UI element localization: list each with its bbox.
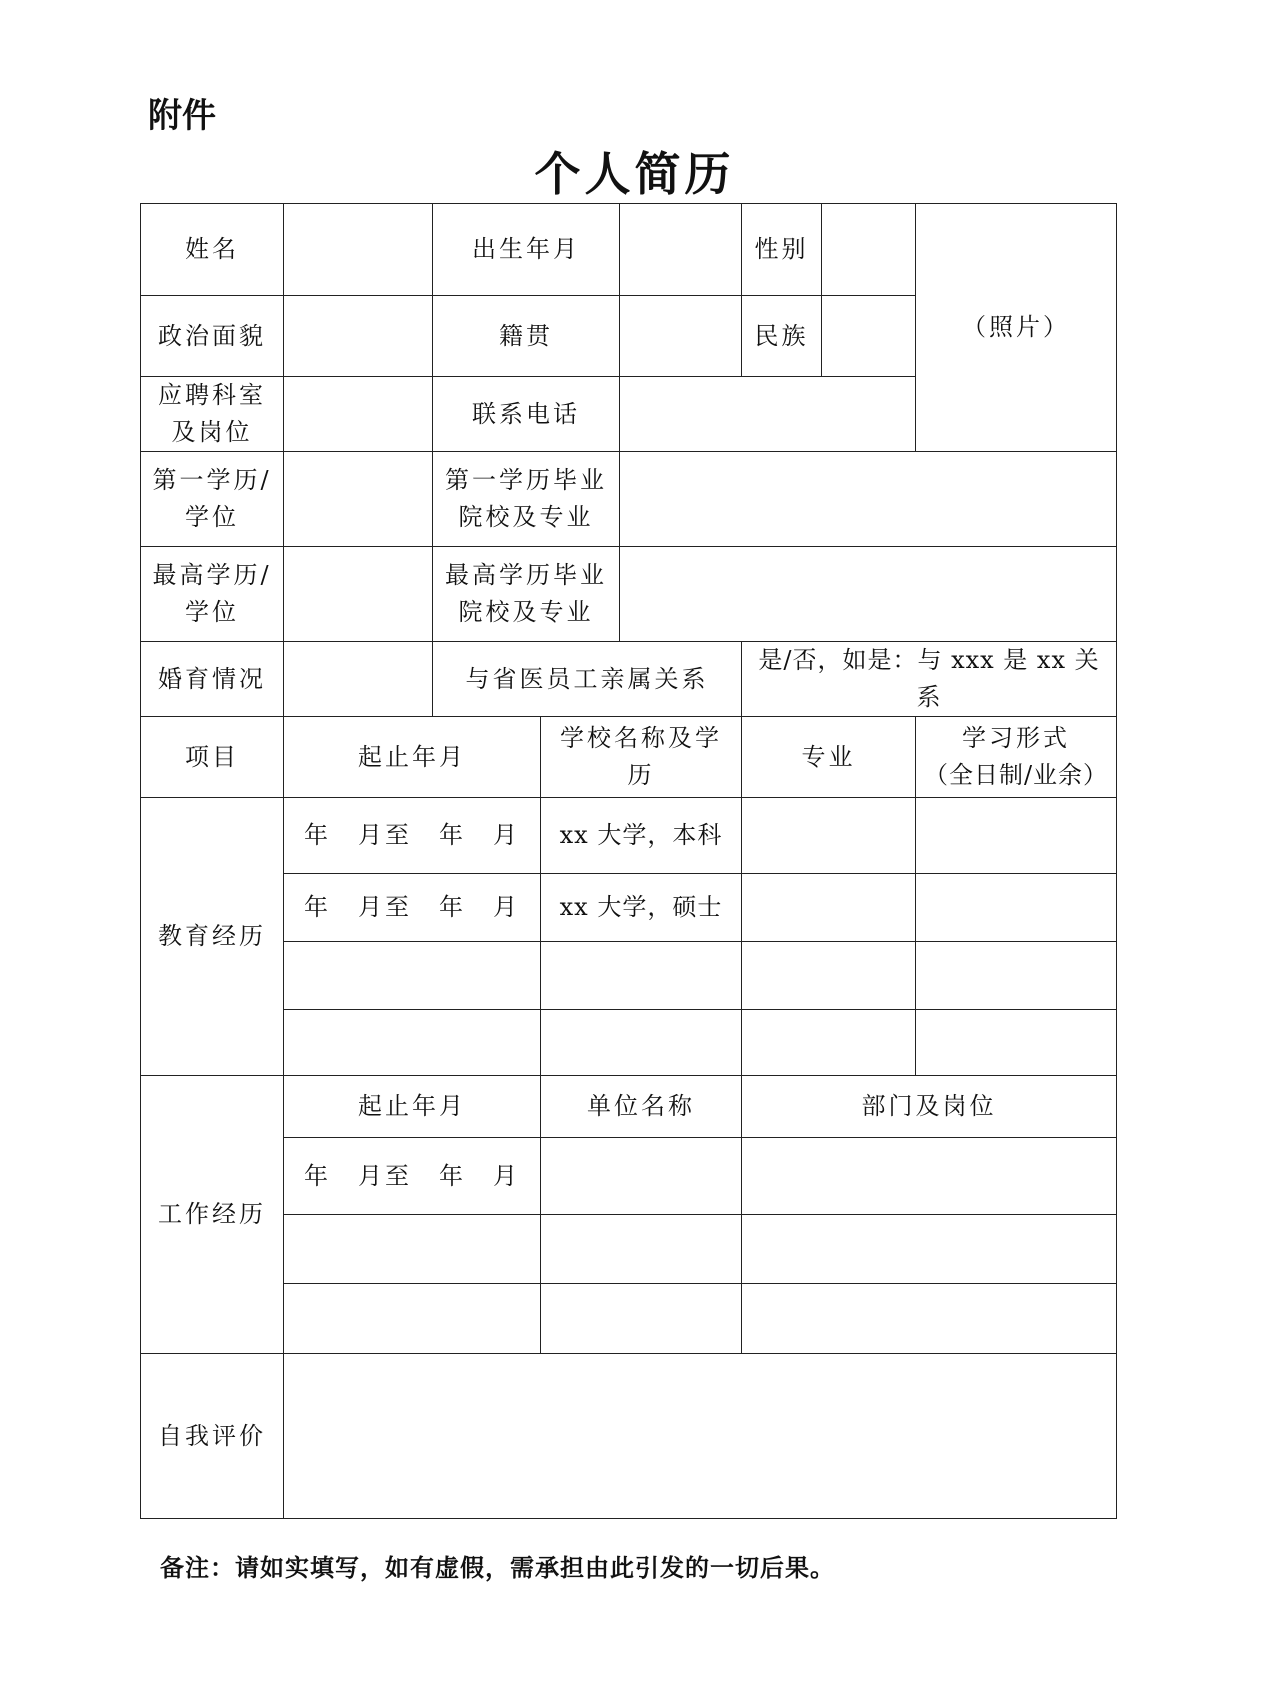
footer-note: 备注：请如实填写，如有虚假，需承担由此引发的一切后果。 xyxy=(160,1554,835,1582)
marital-field[interactable] xyxy=(284,642,433,717)
apply-dept-label-line1: 应聘科室 xyxy=(158,381,266,409)
first-school-label xyxy=(433,452,620,547)
name-label: 姓名 xyxy=(141,204,284,296)
edu-school-cell[interactable]: xx 大学，本科 xyxy=(541,798,742,874)
page-title: 个人简历 xyxy=(534,147,735,201)
first-degree-label xyxy=(141,452,284,547)
education-header-row xyxy=(141,717,1117,798)
edu-period-cell[interactable]: 年 月至 年 月 xyxy=(284,874,541,942)
resume-form-table xyxy=(140,203,1117,1519)
row-basic-1 xyxy=(141,204,1117,296)
edu-mode-cell[interactable] xyxy=(916,942,1117,1010)
work-period-cell[interactable]: 年 月至 年 月 xyxy=(284,1138,541,1215)
work-header-row xyxy=(141,1076,1117,1138)
row-highest-degree xyxy=(141,547,1117,642)
edu-period-cell[interactable]: 年 月至 年 月 xyxy=(284,798,541,874)
highest-school-field[interactable] xyxy=(620,547,1117,642)
edu-major-cell[interactable] xyxy=(742,874,916,942)
work-unit-header: 单位名称 xyxy=(541,1076,742,1138)
self-eval-label: 自我评价 xyxy=(141,1354,284,1519)
education-section-label: 教育经历 xyxy=(141,798,284,1076)
relation-value[interactable]: 是/否，如是：与 xxx 是 xx 关系 xyxy=(742,642,1117,717)
edu-school-cell[interactable] xyxy=(541,1010,742,1076)
edu-period-cell[interactable] xyxy=(284,1010,541,1076)
row-first-degree xyxy=(141,452,1117,547)
first-degree-label-line2: 学位 xyxy=(185,503,239,531)
edu-mode-cell[interactable] xyxy=(916,1010,1117,1076)
birth-label: 出生年月 xyxy=(433,204,620,296)
work-dept-header: 部门及岗位 xyxy=(742,1076,1117,1138)
highest-school-label-line2: 院校及专业 xyxy=(458,598,594,626)
edu-mode-cell[interactable] xyxy=(916,798,1117,874)
edu-major-cell[interactable] xyxy=(742,798,916,874)
highest-degree-field[interactable] xyxy=(284,547,433,642)
gender-field[interactable] xyxy=(822,204,916,296)
work-period-cell[interactable] xyxy=(284,1215,541,1284)
edu-mode-cell[interactable] xyxy=(916,874,1117,942)
work-dept-cell[interactable] xyxy=(742,1215,1117,1284)
first-degree-label-line1: 第一学历/ xyxy=(152,466,272,494)
first-school-label-line2: 院校及专业 xyxy=(458,503,594,531)
edu-item-header: 项目 xyxy=(141,717,284,798)
work-period-header: 起止年月 xyxy=(284,1076,541,1138)
apply-dept-field[interactable] xyxy=(284,377,433,452)
marital-label: 婚育情况 xyxy=(141,642,284,717)
highest-degree-label-line2: 学位 xyxy=(185,598,239,626)
first-degree-field[interactable] xyxy=(284,452,433,547)
edu-mode-header xyxy=(916,717,1117,798)
apply-dept-label-line2: 及岗位 xyxy=(171,418,253,446)
edu-mode-header-line2: （全日制/业余） xyxy=(923,761,1109,789)
table-row xyxy=(141,1215,1117,1284)
edu-major-cell[interactable] xyxy=(742,1010,916,1076)
work-unit-cell[interactable] xyxy=(541,1215,742,1284)
table-row xyxy=(141,942,1117,1010)
ethnicity-field[interactable] xyxy=(822,296,916,377)
table-row xyxy=(141,1010,1117,1076)
photo-label: （照片） xyxy=(962,313,1070,341)
ethnicity-label: 民族 xyxy=(742,296,822,377)
row-marital xyxy=(141,642,1117,717)
self-eval-field[interactable] xyxy=(284,1354,1117,1519)
relation-label: 与省医员工亲属关系 xyxy=(433,642,742,717)
phone-label: 联系电话 xyxy=(433,377,620,452)
work-section-label: 工作经历 xyxy=(141,1076,284,1354)
work-period-cell[interactable] xyxy=(284,1284,541,1354)
highest-degree-label-line1: 最高学历/ xyxy=(152,561,272,589)
photo-box[interactable] xyxy=(916,204,1117,452)
attachment-label: 附件 xyxy=(148,96,216,136)
edu-school-cell[interactable]: xx 大学，硕士 xyxy=(541,874,742,942)
name-field[interactable] xyxy=(284,204,433,296)
edu-major-header: 专业 xyxy=(742,717,916,798)
table-row xyxy=(141,1284,1117,1354)
edu-school-header-line1: 学校名称及学 xyxy=(560,724,722,752)
edu-school-cell[interactable] xyxy=(541,942,742,1010)
table-row xyxy=(141,874,1117,942)
highest-school-label xyxy=(433,547,620,642)
work-unit-cell[interactable] xyxy=(541,1138,742,1215)
apply-dept-label xyxy=(141,377,284,452)
table-row xyxy=(141,1138,1117,1215)
edu-school-header-line2: 历 xyxy=(627,761,655,789)
birth-field[interactable] xyxy=(620,204,742,296)
edu-mode-header-line1: 学习形式 xyxy=(962,724,1070,752)
highest-degree-label xyxy=(141,547,284,642)
edu-major-cell[interactable] xyxy=(742,942,916,1010)
gender-label: 性别 xyxy=(742,204,822,296)
table-row xyxy=(141,798,1117,874)
political-field[interactable] xyxy=(284,296,433,377)
political-label: 政治面貌 xyxy=(141,296,284,377)
native-field[interactable] xyxy=(620,296,742,377)
work-unit-cell[interactable] xyxy=(541,1284,742,1354)
first-school-label-line1: 第一学历毕业 xyxy=(445,466,607,494)
edu-period-header: 起止年月 xyxy=(284,717,541,798)
edu-period-cell[interactable] xyxy=(284,942,541,1010)
self-eval-row xyxy=(141,1354,1117,1519)
first-school-field[interactable] xyxy=(620,452,1117,547)
edu-school-header xyxy=(541,717,742,798)
work-dept-cell[interactable] xyxy=(742,1138,1117,1215)
highest-school-label-line1: 最高学历毕业 xyxy=(445,561,607,589)
phone-field[interactable] xyxy=(620,377,916,452)
native-label: 籍贯 xyxy=(433,296,620,377)
work-dept-cell[interactable] xyxy=(742,1284,1117,1354)
